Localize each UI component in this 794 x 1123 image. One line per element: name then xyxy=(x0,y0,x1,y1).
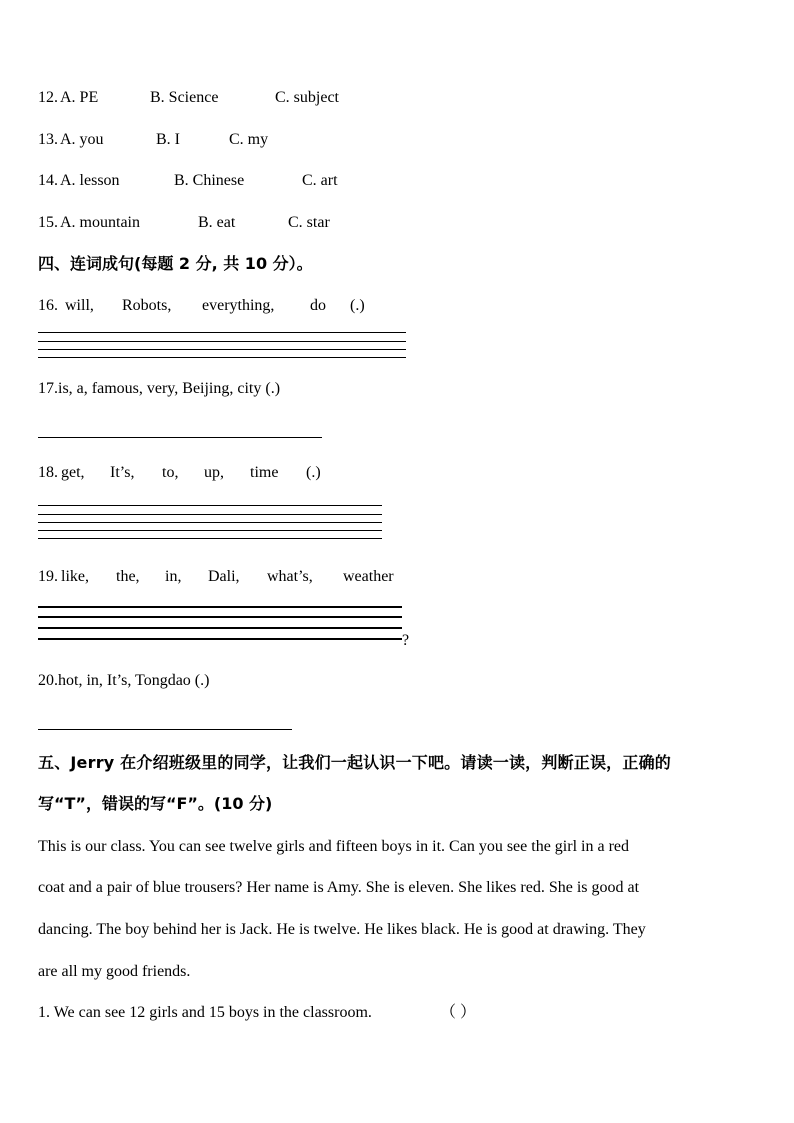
word: like, xyxy=(61,568,89,585)
option-a: A. lesson xyxy=(60,172,120,189)
word: (.) xyxy=(306,464,321,481)
question-number: 13. xyxy=(38,131,58,148)
answer-line xyxy=(38,505,382,506)
answer-line xyxy=(38,341,406,342)
option-b: B. I xyxy=(156,131,180,148)
passage-line: are all my good friends. xyxy=(38,963,191,980)
word: weather xyxy=(343,568,394,585)
section-5-heading: 五、Jerry 在介绍班级里的同学，让我们一起认识一下吧。请读一读，判断正误，正确的 xyxy=(38,753,671,772)
word: everything, xyxy=(202,297,275,314)
answer-line xyxy=(38,616,402,618)
passage-line: This is our class. You can see twelve girls and fifteen boys in it. Can you see the girl in a red xyxy=(38,838,629,855)
option-c: C. my xyxy=(229,131,269,148)
answer-line xyxy=(38,514,382,515)
question-text: 1. We can see 12 girls and 15 boys in the classroom. xyxy=(38,1004,372,1021)
option-a: A. you xyxy=(60,131,104,148)
answer-line xyxy=(38,530,382,531)
answer-line xyxy=(38,538,382,539)
question-number: 16. xyxy=(38,297,58,314)
option-a: A. mountain xyxy=(60,214,140,231)
word: the, xyxy=(116,568,140,585)
question-20: 20.hot, in, It’s, Tongdao (.) xyxy=(38,672,210,689)
answer-blank[interactable]: （ ） xyxy=(440,1004,477,1021)
question-number: 12. xyxy=(38,89,58,106)
word: time xyxy=(250,464,279,481)
word: Dali, xyxy=(208,568,240,585)
section-5-heading-cont: 写“T”，错误的写“F”。(10 分) xyxy=(38,794,273,813)
answer-line xyxy=(38,729,292,730)
word: Robots, xyxy=(122,297,172,314)
passage-line: dancing. The boy behind her is Jack. He is twelve. He likes black. He is good at drawing. They xyxy=(38,921,646,938)
answer-line xyxy=(38,522,382,523)
option-b: B. eat xyxy=(198,214,236,231)
answer-line xyxy=(38,627,402,629)
word: will, xyxy=(65,297,94,314)
question-17: 17.is, a, famous, very, Beijing, city (.) xyxy=(38,380,281,397)
question-number: 14. xyxy=(38,172,58,189)
word: do xyxy=(310,297,326,314)
word: get, xyxy=(61,464,85,481)
answer-line xyxy=(38,357,406,358)
option-b: B. Science xyxy=(150,89,219,106)
word: in, xyxy=(165,568,182,585)
answer-line xyxy=(38,349,406,350)
option-b: B. Chinese xyxy=(174,172,245,189)
answer-line xyxy=(38,606,402,608)
answer-line xyxy=(38,332,406,333)
section-4-heading: 四、连词成句(每题 2 分, 共 10 分）。 xyxy=(38,254,313,273)
answer-line xyxy=(38,437,322,438)
passage-line: coat and a pair of blue trousers? Her name is Amy. She is eleven. She likes red. She is good at xyxy=(38,879,640,896)
word: up, xyxy=(204,464,224,481)
question-number: 18. xyxy=(38,464,58,481)
option-c: C. art xyxy=(302,172,338,189)
question-number: 15. xyxy=(38,214,58,231)
option-c: C. subject xyxy=(275,89,339,106)
word: It’s, xyxy=(110,464,135,481)
word: (.) xyxy=(350,297,365,314)
question-number: 19. xyxy=(38,568,58,585)
word: to, xyxy=(162,464,179,481)
option-c: C. star xyxy=(288,214,330,231)
question-mark: ? xyxy=(402,632,410,649)
answer-line xyxy=(38,638,402,640)
word: what’s, xyxy=(267,568,313,585)
option-a: A. PE xyxy=(60,89,99,106)
